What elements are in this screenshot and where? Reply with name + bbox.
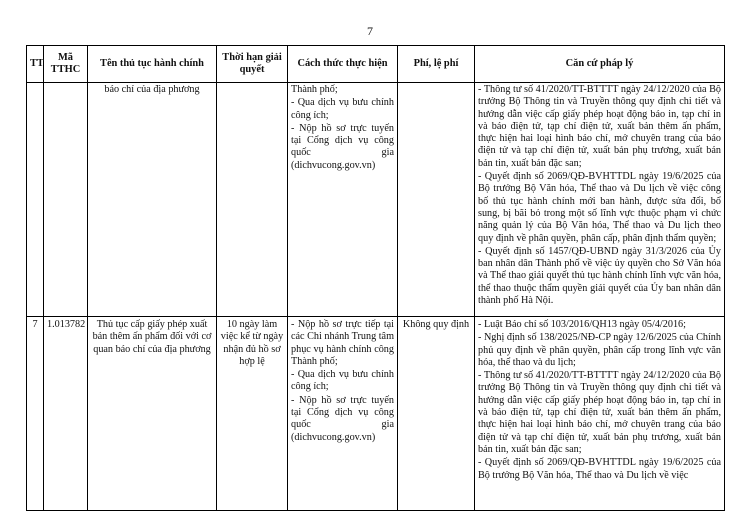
header-phi-le-phi: Phí, lệ phí: [398, 46, 475, 83]
row1-cach-thuc-line: Thành phố;: [291, 84, 338, 95]
row1-can-cu-item: - Quyết định số 1457/QĐ-UBND ngày 31/3/2026 của Ủy ban nhân dân Thành phố về việc ủy quyền cho Sở Văn hóa và Thể thao giải quyết thủ tục hành chính lĩnh vực văn hóa, thể thao thuộc thẩm quyền giải quyết của Ủy ban nhân dân thành phố Hà Nội.: [478, 245, 721, 307]
header-ma-tthc: Mã TTHC: [44, 46, 88, 83]
row1-ten: báo chí của địa phương: [88, 83, 217, 317]
page-number: 7: [367, 24, 373, 38]
header-ten-thu-tuc: Tên thủ tục hành chính: [88, 46, 217, 83]
row1-cach-thuc-line: - Qua dịch vụ bưu chính công ích;: [291, 97, 394, 121]
row2-cach-thuc: [288, 317, 398, 511]
row2-cach-thuc-line: - Nộp hồ sơ trực tuyến tại Cổng dịch vụ công quốc gia (dichvucong.gov.vn): [291, 394, 394, 443]
row2-ma: 1.013782: [44, 317, 88, 511]
row2-can-cu-item: - Thông tư số 41/2020/TT-BTTTT ngày 24/12/2020 của Bộ trưởng Bộ Thông tin và Truyền thông quy định chi tiết và hướng dẫn việc cấp giấy phép hoạt động báo in, tạp chí in và báo điện tử, tạp chí điện tử, xuất bản thêm ấn phẩm, thực hiện hai loại hình báo chí, mở chuyên trang của báo điện tử và tạp chí điện tử, xuất bản phụ trương, xuất bản bản tin, xuất bản đặc san;: [478, 370, 721, 455]
row1-thoi-han: [217, 83, 288, 317]
table-row: [27, 317, 725, 511]
row1-phi: [398, 83, 475, 317]
row1-can-cu-item: - Thông tư số 41/2020/TT-BTTTT ngày 24/12/2020 của Bộ trưởng Bộ Thông tin và Truyền thông quy định chi tiết và hướng dẫn việc cấp giấy phép hoạt động báo in, tạp chí in và báo điện tử, tạp chí điện tử, xuất bản thêm ấn phẩm, thực hiện hai loại hình báo chí, mở chuyên trang của báo điện tử và tạp chí điện tử, xuất bản phụ trương, xuất bản bản tin, xuất bản đặc san;: [478, 84, 721, 169]
header-can-cu-phap-ly: Căn cứ pháp lý: [475, 46, 725, 83]
table-header-row: [27, 46, 725, 83]
row1-cach-thuc-line: - Nộp hồ sơ trực tuyến tại Cổng dịch vụ công quốc gia (dichvucong.gov.vn): [291, 122, 394, 171]
row2-thoi-han: 10 ngày làm việc kể từ ngày nhận đủ hồ sơ hợp lệ: [217, 317, 288, 511]
header-thoi-han: Thời hạn giải quyết: [217, 46, 288, 83]
row2-can-cu-item: - Nghị định số 138/2025/NĐ-CP ngày 12/6/2025 của Chính phủ quy định về phân quyền, phân cấp trong lĩnh vực văn hóa, thể thao và du lịch;: [478, 332, 721, 368]
row2-can-cu-item: - Luật Báo chí số 103/2016/QH13 ngày 05/4/2016;: [478, 319, 686, 330]
row1-cach-thuc: [288, 83, 398, 317]
header-tt: TT: [27, 46, 44, 83]
row2-ten: Thủ tục cấp giấy phép xuất bản thêm ấn phẩm đối với cơ quan báo chí của địa phương: [88, 317, 217, 511]
row2-cach-thuc-line: - Nộp hồ sơ trực tiếp tại các Chi nhánh Trung tâm phục vụ hành chính công Thành phố;: [291, 319, 394, 367]
row2-can-cu: [475, 317, 725, 511]
row1-can-cu: [475, 83, 725, 317]
table-row: [27, 83, 725, 317]
procedure-table: [26, 45, 725, 511]
row2-tt: 7: [27, 317, 44, 511]
row1-tt: [27, 83, 44, 317]
row1-ma: [44, 83, 88, 317]
row2-cach-thuc-line: - Qua dịch vụ bưu chính công ích;: [291, 369, 394, 393]
row1-can-cu-item: - Quyết định số 2069/QĐ-BVHTTDL ngày 19/6/2025 của Bộ trưởng Bộ Văn hóa, Thể thao và Du lịch về việc công bố thủ tục hành chính mới ban hành, được sửa đổi, bổ sung, bị bãi bỏ trong một số lĩnh vực thuộc phạm vi chức năng quản lý của Bộ Văn hóa, Thể thao và Du lịch theo quy định về phân quyền, phân cấp, phân định thẩm quyền;: [478, 171, 721, 244]
row2-can-cu-item: - Quyết định số 2069/QĐ-BVHTTDL ngày 19/6/2025 của Bộ trưởng Bộ Văn hóa, Thể thao và Du lịch về việc: [478, 457, 721, 481]
header-cach-thuc: Cách thức thực hiện: [288, 46, 398, 83]
row2-phi: Không quy định: [398, 317, 475, 511]
